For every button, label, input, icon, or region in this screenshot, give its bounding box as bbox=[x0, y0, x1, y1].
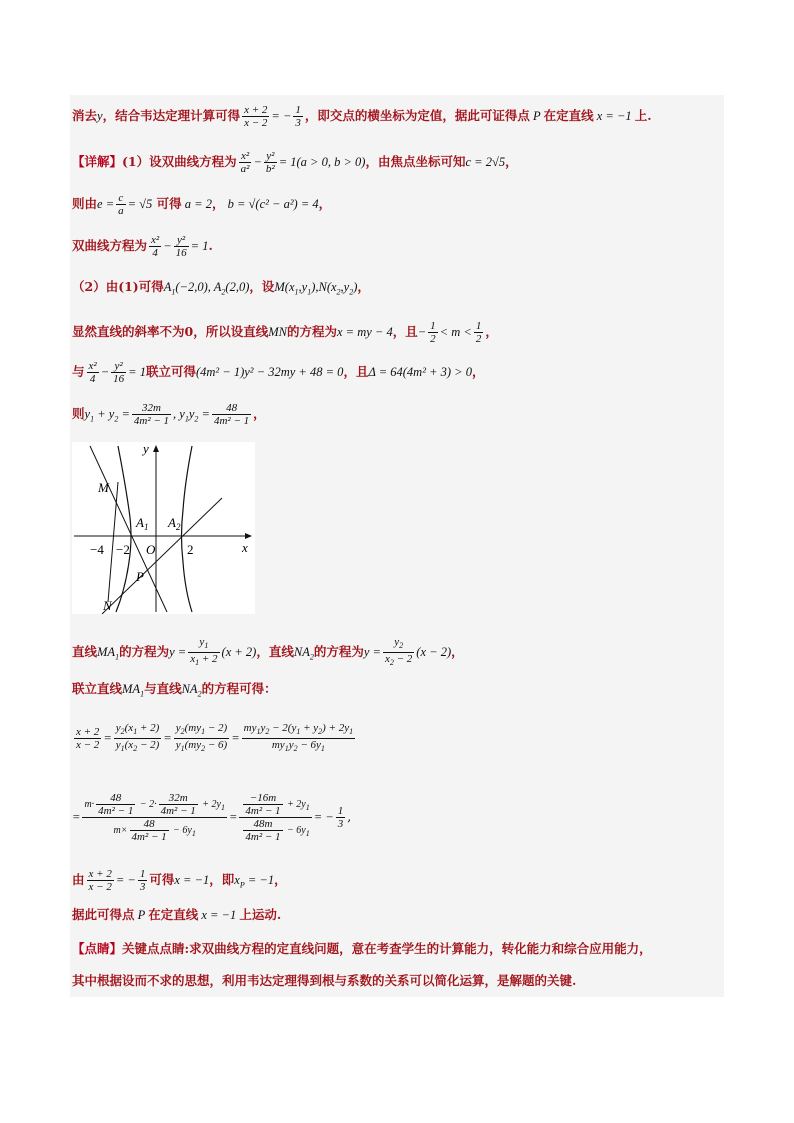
y-axis-label: y bbox=[143, 442, 149, 456]
detail-part2-line: （2）由(1)可得$A_1(-2,0)$, $A_2(2,0)$，设$M(x_1,y_1),N(x_2,y_2)$， bbox=[72, 279, 370, 297]
hyperbola-figure bbox=[72, 442, 255, 614]
eccentricity-line: 则由e = $\frac{c}{a}$ = √5 可得 a = 2， b = √(c² − a²) = 4， bbox=[72, 192, 332, 217]
ratio-equation: $\frac{x + 2}{x - 2}$ = $\frac{y_2(x_1 + 2)}{y_1(x_2 - 2)}$ = $\frac{y_2(my_1 - 2)}{y_1(my_2 - 6)}$ = $\frac{my_1y_2 - 2(y_1 + y_2) + 2y_1}{my_1y_2 - 6y_1}$ bbox=[76, 722, 354, 754]
line-equations: 直线$MA_1$的方程为y = $\frac{y_1}{x_1 + 2}$ (x + 2)，直线$NA_2$的方程为y = $\frac{y_2}{x_2 - 2}$ (x − 2)， bbox=[72, 636, 464, 668]
detail-tag: 【详解】 bbox=[72, 154, 123, 169]
solution-summary-line: 消去y，结合韦达定理计算可得 $\frac{x + 2}{x - 2}$ = − $\frac{1}{3}$ ，即交点的横坐标为定值，据此可证得点 P 在定直线 x = −1 上. bbox=[72, 104, 652, 129]
system-line: 与 $\frac{\text{x²}}{4}$ − $\frac{\text{y²}}{16}$ = 1联立可得(4m² − 1)y² − 32my + 48 = 0，且Δ = 64(4m² + 3) > 0， bbox=[72, 360, 485, 385]
comment-line-2: 其中根据设而不求的思想，利用韦达定理得到根与系数的关系可以简化运算，是解题的关键. bbox=[72, 973, 577, 988]
point-a1-label: $A_1$ bbox=[136, 515, 149, 532]
comment-tag: 【点睛】 bbox=[72, 941, 123, 956]
hyperbola-equation-line: 双曲线方程为 $\frac{\text{x²}}{4}$ − $\frac{\text{y²}}{16}$ = 1. bbox=[72, 234, 213, 259]
combine-line: 联立直线$MA_1$与直线$NA_2$的方程可得： bbox=[72, 681, 277, 699]
point-n-label: N bbox=[103, 598, 112, 613]
line-mn-setup: 显然直线的斜率不为0，所以设直线MN的方程为x = my − 4，且− $\frac{1}{2}$ < m < $\frac{1}{2}$ ， bbox=[72, 320, 498, 345]
origin-label: O bbox=[146, 542, 156, 557]
point-a2-label: $A_2$ bbox=[168, 515, 181, 532]
vieta-line: 则$y_1 + y_2$ = $\frac{32m}{\text{4m² − 1}}$ , $y_1y_2$ = $\frac{48}{\text{4m² − 1}}$ ， bbox=[72, 402, 266, 427]
tick-label-neg2: −2 bbox=[116, 542, 130, 557]
result-line: 由 $\frac{x + 2}{x - 2}$ = − $\frac{1}{3}$ 可得x = −1，即$x_P = -1$， bbox=[72, 868, 287, 893]
substitution-equation: = m· $\frac{48}{\text{4m² − 1}}$ − 2· $\frac{32m}{\text{4m² − 1}}$ + $2y_1$ m× $\frac{48}{\text{4m² − 1}}$ − $6y_1$ = $\frac{-16m}{\text{4m² − 1}}$ + $2y_1$ $\frac{48m}{\text{4m² − 1}}$ − $6y_1$ = − $\frac{1}{3}$ , bbox=[72, 792, 352, 843]
conclusion-line: 据此可得点 P 在定直线 x = −1 上运动. bbox=[72, 907, 282, 922]
x-axis-label: x bbox=[242, 540, 248, 555]
point-p-label: P bbox=[136, 569, 144, 584]
comment-line-1: 【点睛】关键点点睛:求双曲线方程的定直线问题，意在考查学生的计算能力，转化能力和综合应用能力， bbox=[72, 941, 652, 956]
detail-part1-line: 【详解】(1）设双曲线方程为 $\frac{\text{x²}}{\text{a²}}$ − $\frac{\text{y²}}{\text{b²}}$ = 1(a > 0, b > 0)，由焦点坐标可知c = 2√5， bbox=[72, 150, 518, 175]
tick-label-neg4: −4 bbox=[90, 542, 104, 557]
tick-label-2: 2 bbox=[187, 542, 194, 557]
point-m-label: M bbox=[98, 480, 109, 495]
